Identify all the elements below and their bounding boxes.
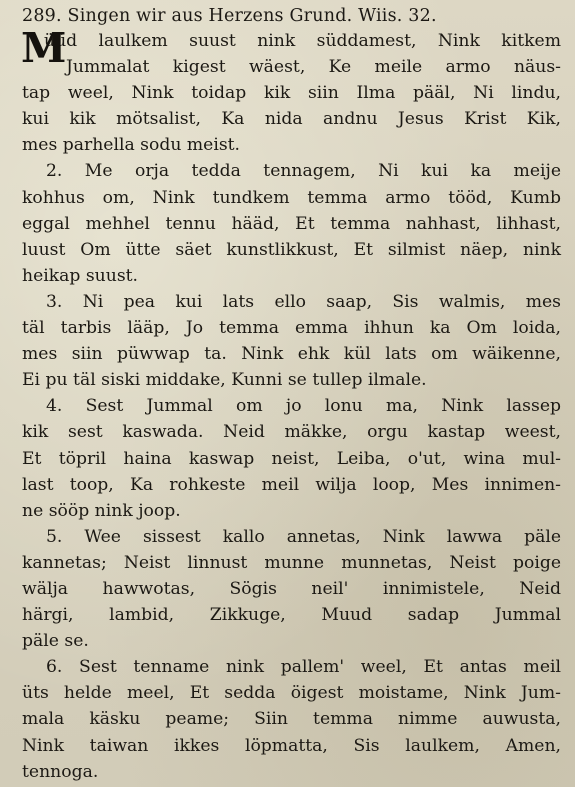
stanza-1 <box>21 24 561 158</box>
stanza-line: üüd laulkem suust nink süddamest, Nink kitkem <box>44 31 561 51</box>
stanza-line: 3. Ni pea kui lats ello saap, Sis walmis, mes <box>46 291 561 312</box>
stanza-line: täl tarbis lääp, Jo temma emma ihhun ka Om loida, <box>22 318 561 339</box>
stanza-line: mala käsku peame; Siin temma nimme auwusta, <box>22 709 561 730</box>
stanza-line: 2. Me orja tedda tennagem, Ni kui ka meije <box>46 161 561 182</box>
stanza-4 <box>22 393 561 523</box>
stanza-line: kannetas; Neist linnust munne munnetas, Neist poige <box>22 552 561 573</box>
stanza-line: luust Om ütte säet kunstlikkust, Et silmist näep, nink <box>22 239 561 260</box>
stanza-line: ne sööp nink joop. <box>22 500 181 521</box>
stanza-5 <box>22 524 561 654</box>
stanza-line: 4. Sest Jummal om jo lonu ma, Nink lassep <box>46 396 561 417</box>
stanza-line: last toop, Ka rohkeste meil wilja loop, Mes innimen- <box>22 474 561 495</box>
stanza-2 <box>22 158 561 288</box>
stanza-3 <box>22 289 561 393</box>
stanza-line: tap weel, Nink toidap kik siin Ilma pääl, Ni lindu, <box>22 83 561 104</box>
stanza-line: päle se. <box>22 631 89 652</box>
stanza-6 <box>22 654 561 784</box>
drop-cap-initial: M <box>21 24 67 72</box>
stanza-line: heikap suust. <box>22 265 139 286</box>
stanza-line: kohhus om, Nink tundkem temma armo tööd, Kumb <box>22 187 561 208</box>
stanza-line: mes parhella sodu meist. <box>22 135 241 156</box>
stanza-line: tennoga. <box>22 761 99 782</box>
stanza-line: Ei pu täl siski middake, Kunni se tullep ilmale. <box>22 370 427 391</box>
stanza-line: Nink taiwan ikkes löpmatta, Sis laulkem, Amen, <box>22 735 561 756</box>
stanza-line: üts helde meel, Et sedda öigest moistame, Nink Jum- <box>22 683 561 704</box>
stanza-line: wälja hawwotas, Sögis neil' innimistele, Neid <box>22 578 561 599</box>
stanza-line: Jummalat kigest wäest, Ke meile armo näus- <box>66 57 561 78</box>
hymn-header: 289. Singen wir aus Herzens Grund. Wiis. 32. <box>22 6 437 26</box>
stanza-line: mes siin püwwap ta. Nink ehk kül lats om wäikenne, <box>22 344 561 365</box>
stanza-line: härgi, lambid, Zikkuge, Muud sadap Jummal <box>22 605 561 626</box>
stanza-line: 6. Sest tenname nink pallem' weel, Et antas meil <box>46 657 561 678</box>
stanza-line: kui kik mötsalist, Ka nida andnu Jesus Krist Kik, <box>22 109 561 130</box>
stanza-line: Et töpril haina kaswap neist, Leiba, o'ut, wina mul- <box>22 448 561 469</box>
stanza-line: kik sest kaswada. Neid mäkke, orgu kastap weest, <box>22 422 561 443</box>
stanza-line: 5. Wee sissest kallo annetas, Nink lawwa päle <box>46 526 561 547</box>
stanza-line: eggal mehhel tennu hääd, Et temma nahhast, lihhast, <box>22 213 561 234</box>
